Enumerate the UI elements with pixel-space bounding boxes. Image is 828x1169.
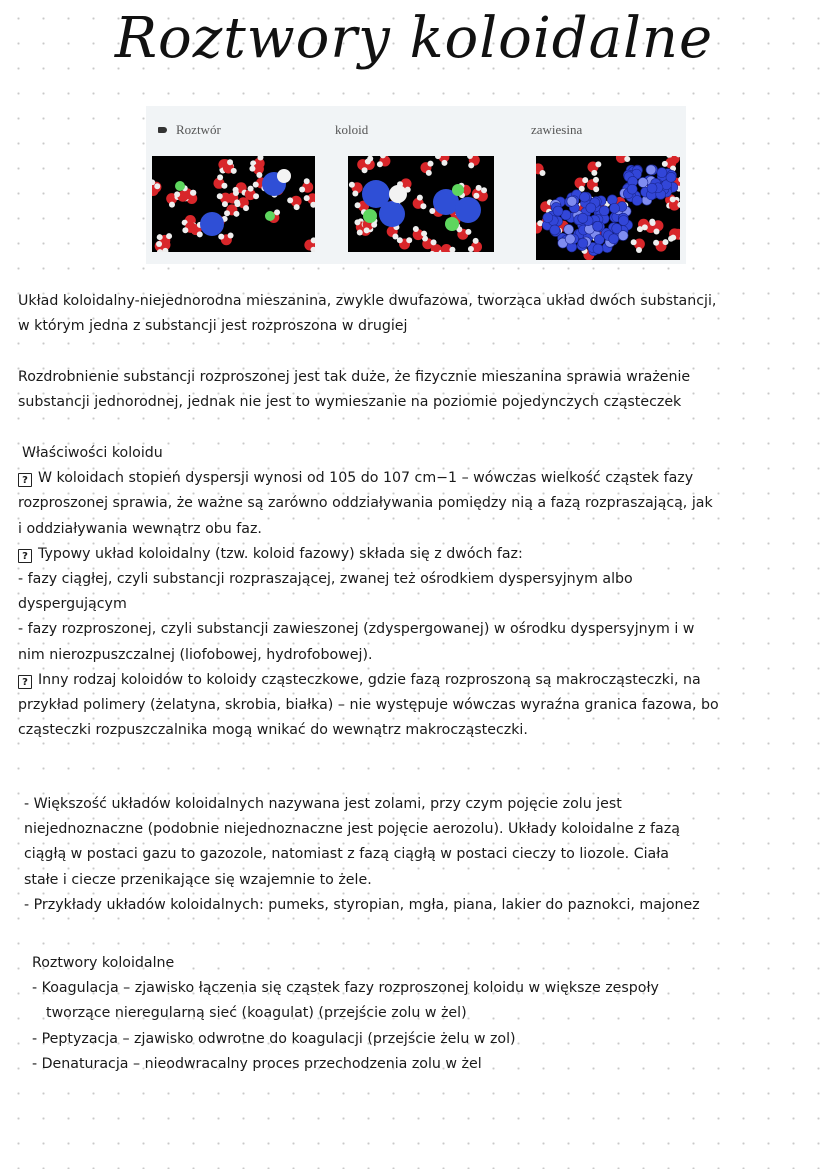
placeholder-box-icon: ? — [18, 549, 32, 563]
colloid-molecules-svg — [348, 156, 494, 252]
hydrogen-atom — [294, 204, 300, 210]
text-line: - Peptyzacja – zjawisko odwrotne do koagulacji (przejście żelu w zol) — [32, 1030, 516, 1047]
suspension-particle-atom — [593, 244, 603, 254]
hydrogen-atom — [468, 162, 474, 168]
text-line: nim nierozpuszczalnej (liofobowej, hydrofobowej). — [18, 646, 373, 663]
text-line: rozproszonej sprawia, że ważne są zarówno oddziaływania pomiędzy nią a fazą rozpraszającą, jak — [18, 495, 713, 512]
suspension-particle-atom — [578, 213, 588, 223]
hydrogen-atom — [427, 161, 433, 167]
suspension-particle-atom — [580, 192, 590, 202]
text-line: ? W koloidach stopień dyspersji wynosi od 105 do 107 cm−1 – wówczas wielkość cząstek fazy — [18, 466, 719, 491]
colloid-blue-atom — [455, 197, 481, 223]
hydrogen-atom — [653, 240, 659, 246]
figure-label-colloid: koloid — [335, 122, 369, 137]
hydrogen-atom — [420, 203, 426, 209]
hydrogen-atom — [595, 161, 601, 167]
suspension-particle-atom — [564, 224, 574, 234]
suspension-particle-atom — [619, 216, 629, 226]
hydrogen-atom — [354, 219, 360, 225]
suspension-particle-atom — [610, 203, 620, 213]
hydrogen-atom — [304, 178, 310, 184]
hydrogen-atom — [365, 158, 371, 164]
hydrogen-atom — [224, 210, 230, 216]
figure-label-suspension: zawiesina — [531, 122, 583, 137]
hydrogen-atom — [231, 168, 237, 174]
figure-label-solution: Roztwór — [158, 122, 221, 138]
text-line: dyspergującym — [18, 596, 127, 613]
hydrogen-atom — [197, 231, 203, 237]
suspension-particle-atom — [647, 183, 657, 193]
hydrogen-atom — [287, 197, 293, 203]
section-heading: Roztwory koloidalne — [32, 955, 175, 971]
hydrogen-atom — [355, 202, 361, 208]
solute-blue-atom — [200, 212, 224, 236]
hydrogen-atom — [476, 185, 482, 191]
hydrogen-atom — [441, 160, 447, 166]
hydrogen-atom — [357, 230, 363, 236]
colloid-green-atom — [363, 209, 377, 223]
hydrogen-atom — [362, 167, 368, 173]
suspension-particle-atom — [578, 238, 588, 248]
hydrogen-atom — [397, 237, 403, 243]
hydrogen-atom — [473, 193, 479, 199]
properties-section — [18, 441, 719, 743]
text-line: ? Typowy układ koloidalny (tzw. koloid fazowy) składa się z dwóch faz: — [18, 542, 719, 567]
solute-white-atom — [277, 169, 291, 183]
hydrogen-atom — [253, 193, 259, 199]
hydrogen-atom — [539, 170, 545, 176]
solute-green-atom — [175, 181, 185, 191]
suspension-particle-atom — [586, 203, 596, 213]
hydrogen-atom — [249, 166, 255, 172]
text-line: w którym jedna z substancji jest rozproszona w drugiej — [18, 318, 408, 335]
hydrogen-atom — [228, 232, 234, 238]
hydrogen-atom — [233, 211, 239, 217]
suspension-particle-atom — [565, 234, 575, 244]
hydrogen-atom — [166, 233, 172, 239]
text-line: niejednoznaczne (podobnie niejednoznaczne jest pojęcie aerozolu). Układy koloidalne z fazą — [24, 821, 680, 838]
hydrogen-atom — [654, 229, 660, 235]
hydrogen-atom — [234, 199, 240, 205]
page-title: Roztwory koloidalne — [114, 6, 714, 71]
hydrogen-atom — [256, 172, 262, 178]
hydrogen-atom — [222, 201, 228, 207]
hydrogen-atom — [631, 239, 637, 245]
hydrogen-atom — [670, 235, 676, 241]
hydrogen-atom — [217, 174, 223, 180]
hydrogen-atom — [190, 190, 196, 196]
text-line: - fazy ciągłej, czyli substancji rozpraszającej, zwanej też ośrodkiem dyspersyjnym albo — [18, 571, 633, 588]
hydrogen-atom — [662, 161, 668, 167]
hydrogen-atom — [636, 247, 642, 253]
text-line: i oddziaływania wewnątrz obu faz. — [18, 520, 262, 537]
hydrogen-atom — [377, 161, 383, 167]
hydrogen-atom — [221, 183, 227, 189]
suspension-particle-atom — [593, 221, 603, 231]
suspension-molecules-svg — [536, 156, 680, 260]
hydrogen-atom — [465, 229, 471, 235]
hydrogen-atom — [406, 237, 412, 243]
section-heading: Właściwości koloidu — [22, 445, 163, 461]
hydrogen-atom — [364, 227, 370, 233]
suspension-particle-atom — [599, 206, 609, 216]
hydrogen-atom — [253, 182, 259, 188]
hydrogen-atom — [624, 156, 630, 162]
suspension-particle-atom — [657, 168, 667, 178]
solution-types-figure — [146, 106, 686, 264]
colloid-white-atom — [389, 185, 407, 203]
intro-paragraph — [18, 289, 716, 339]
text-line: przykład polimery (żelatyna, skrobia, białka) – nie występuje wówczas wyraźna granica fazowa, bo — [18, 697, 719, 714]
hydrogen-atom — [154, 183, 160, 189]
colloid-molecules-image — [348, 156, 494, 252]
suspension-particle-atom — [550, 225, 560, 235]
hydrogen-atom — [413, 226, 419, 232]
hydrogen-atom — [169, 202, 175, 208]
text-line: Układ koloidalny-niejednorodna mieszanina, zwykle dwufazowa, tworząca układ dwóch substancji, — [18, 293, 717, 309]
suspension-particle-atom — [666, 172, 676, 182]
placeholder-box-icon: ? — [18, 473, 32, 487]
hydrogen-atom — [670, 196, 676, 202]
hydrogen-atom — [218, 234, 224, 240]
suspension-particle-atom — [553, 206, 563, 216]
suspension-particle-atom — [612, 223, 622, 233]
hydrogen-atom — [429, 208, 435, 214]
text-line: - Koagulacja – zjawisko łączenia się cząstek fazy rozproszonej koloidu w większe zespoły — [32, 980, 659, 997]
arrow-bullet-icon — [158, 127, 167, 133]
text-line: - fazy rozproszonej, czyli substancji zawieszonej (zdyspergowanej) w ośrodku dyspersyjnym i w — [18, 621, 695, 638]
text-line: Rozdrobnienie substancji rozproszonej jest tak duże, że fizycznie mieszanina sprawia wrażenie — [18, 369, 691, 385]
hydrogen-atom — [157, 234, 163, 240]
hydrogen-atom — [593, 186, 599, 192]
suspension-particle-atom — [609, 234, 619, 244]
hydrogen-atom — [274, 209, 280, 215]
placeholder-box-icon: ? — [18, 675, 32, 689]
fragmentation-paragraph — [18, 365, 690, 415]
hydrogen-atom — [233, 190, 239, 196]
text-line: - Przykłady układów koloidalnych: pumeks, styropian, mgła, piana, lakier do paznokci, majonez — [24, 896, 700, 913]
text-line: - Większość układów koloidalnych nazywana jest zolami, przy czym pojęcie zolu jest — [24, 796, 622, 812]
colloid-green-atom — [452, 184, 464, 196]
solution-molecules-svg — [152, 156, 315, 252]
hydrogen-atom — [642, 224, 648, 230]
hydrogen-atom — [304, 195, 310, 201]
hydrogen-atom — [473, 238, 479, 244]
hydrogen-atom — [174, 191, 180, 197]
hydrogen-atom — [582, 177, 588, 183]
suspension-molecules-image — [536, 156, 680, 260]
suspension-particle-atom — [567, 196, 577, 206]
water-molecules — [152, 156, 315, 252]
suspension-particle-atom — [627, 184, 637, 194]
hydrogen-atom — [156, 241, 162, 247]
colloid-green-atom — [445, 217, 459, 231]
hydrogen-atom — [426, 170, 432, 176]
text-line: stałe i ciecze przenikające się wzajemnie to żele. — [24, 871, 372, 888]
hydrogen-atom — [248, 186, 254, 192]
hydrogen-atom — [650, 220, 656, 226]
hydrogen-atom — [349, 182, 355, 188]
text-line: tworzące nieregularną sieć (koagulat) (przejście zolu w żel) — [46, 1005, 467, 1022]
text-line: - Denaturacja – nieodwracalny proces przechodzenia zolu w żel — [32, 1055, 482, 1072]
hydrogen-atom — [481, 187, 487, 193]
text-line: cząsteczki rozpuszczalnika mogą wnikać do wewnątrz makrocząsteczki. — [18, 722, 528, 739]
hydrogen-atom — [593, 177, 599, 183]
colloid-blue-atom — [379, 201, 405, 227]
solution-molecules-image — [152, 156, 315, 252]
hydrogen-atom — [243, 205, 249, 211]
hydrogen-atom — [662, 239, 668, 245]
solute-green-atom — [265, 211, 275, 221]
colloid-solutions-section — [32, 951, 659, 1077]
hydrogen-atom — [421, 231, 427, 237]
suspension-particle-atom — [632, 196, 642, 206]
hydrogen-atom — [182, 227, 188, 233]
text-line: ciągłą w postaci gazu to gazozole, natomiast z fazą ciągłą w postaci cieczy to liozole. Ciała — [24, 846, 669, 863]
hydrogen-atom — [468, 246, 474, 252]
hydrogen-atom — [431, 239, 437, 245]
hydrogen-atom — [417, 195, 423, 201]
hydrogen-atom — [217, 193, 223, 199]
hydrogen-atom — [227, 159, 233, 165]
suspension-particle-atom — [646, 165, 656, 175]
text-line: substancji jednorodnej, jednak nie jest to wymieszanie na poziomie pojedynczych cząsteczek — [18, 394, 682, 411]
text-line: ? Inny rodzaj koloidów to koloidy cząsteczkowe, gdzie fazą rozproszoną są makrocząsteczki, na — [18, 668, 719, 693]
hydrogen-atom — [352, 191, 358, 197]
suspension-particle-atom — [543, 213, 553, 223]
sols-section — [24, 792, 700, 918]
hydrogen-atom — [591, 170, 597, 176]
suspension-particle-atom — [638, 177, 648, 187]
hydrogen-atom — [299, 186, 305, 192]
